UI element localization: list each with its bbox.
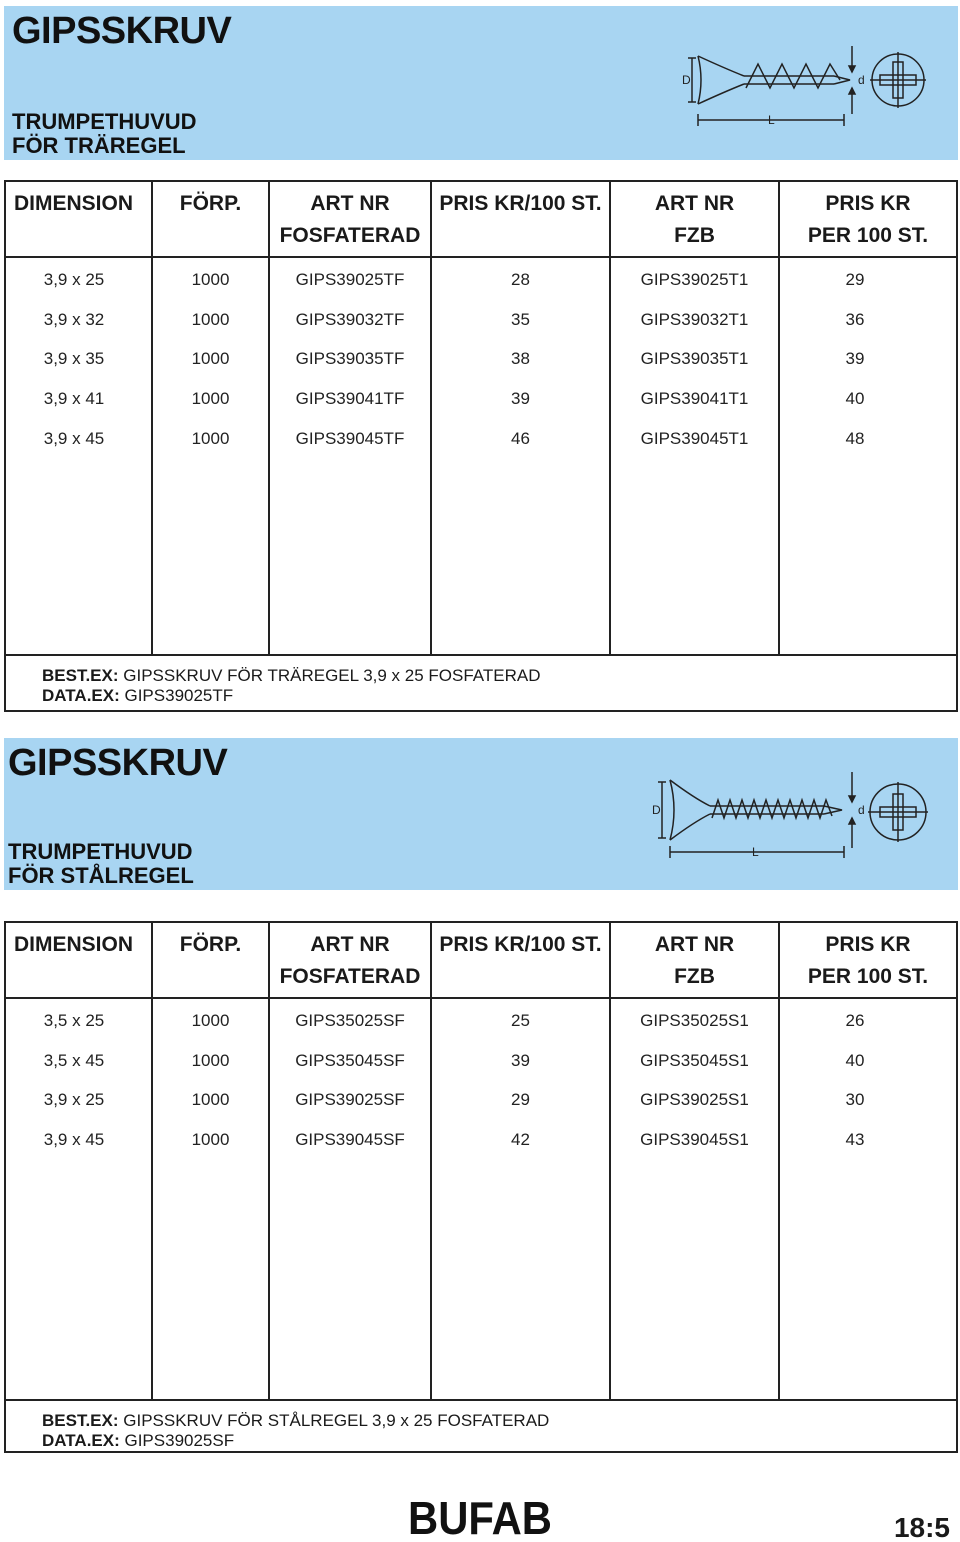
table-row [6, 1041, 956, 1081]
section-1-title: GIPSSKRUV [12, 10, 232, 52]
header-pris-kr-100: PRIS KR/100 ST. [439, 933, 602, 956]
table-row [6, 1001, 956, 1041]
header-dimension: DIMENSION [14, 933, 134, 956]
cell-forp: 1000 [191, 1050, 230, 1070]
cell-art-nr-fzb: GIPS39025T1 [640, 270, 749, 289]
header-forp: FÖRP. [179, 192, 242, 215]
cell-art-nr-fzb: GIPS35025S1 [640, 1011, 749, 1030]
cell-pris-per-100: 26 [845, 1011, 865, 1030]
header-forp: FÖRP. [179, 933, 242, 956]
cell-forp: 1000 [191, 1090, 230, 1110]
cell-dimension: 3,5 x 45 [43, 1050, 105, 1070]
header-dimension: DIMENSION [14, 192, 134, 215]
dim-L-label: L [768, 113, 775, 127]
table-row [6, 379, 956, 419]
cell-art-nr-fosfaterad: GIPS39041TF [295, 389, 405, 409]
dim-d-label: d [858, 73, 865, 87]
cell-pris-per-100: 43 [845, 1130, 865, 1150]
section-2-subtitle [8, 840, 194, 888]
section-1-table [4, 180, 958, 712]
cell-forp: 1000 [191, 309, 230, 329]
dim-D-label: D [652, 803, 661, 817]
cell-dimension: 3,9 x 45 [43, 1130, 105, 1150]
data-ex-line: DATA.EX: GIPS39025TF [42, 686, 234, 705]
header-pris-kr-per-100: PRIS KR PER 100 ST. [807, 933, 929, 988]
section-1-subtitle-line-2: FÖR TRÄREGEL [12, 133, 186, 158]
screw-drawing-wood [674, 32, 944, 132]
cell-pris-per-100: 36 [845, 309, 865, 329]
cell-pris-per-100: 39 [845, 349, 865, 369]
header-art-nr-fzb: ART NR FZB [654, 933, 735, 988]
cell-art-nr-fosfaterad: GIPS35025SF [295, 1011, 405, 1030]
cell-art-nr-fzb: GIPS39045T1 [640, 428, 749, 448]
best-ex-line: BEST.EX: GIPSSKRUV FÖR STÅLREGEL 3,9 x 25 FOSFATERAD [42, 1411, 550, 1430]
cell-pris: 28 [511, 270, 530, 289]
header-art-nr-fosfaterad: ART NR FOSFATERAD [279, 192, 421, 247]
cell-pris-per-100: 48 [845, 428, 865, 448]
dim-d-label: d [858, 803, 865, 817]
cell-dimension: 3,9 x 32 [43, 309, 105, 329]
cell-forp: 1000 [191, 1130, 230, 1150]
cell-art-nr-fosfaterad: GIPS35045SF [295, 1050, 405, 1070]
table-row [6, 260, 956, 300]
cell-art-nr-fosfaterad: GIPS39035TF [295, 349, 405, 369]
cell-forp: 1000 [191, 270, 230, 289]
dim-L-label: L [752, 845, 759, 859]
cell-art-nr-fosfaterad: GIPS39045TF [295, 428, 405, 448]
header-art-nr-fosfaterad: ART NR FOSFATERAD [279, 933, 421, 988]
cell-forp: 1000 [191, 1011, 230, 1030]
cell-dimension: 3,9 x 41 [43, 389, 105, 409]
cell-pris: 46 [511, 428, 530, 448]
cell-pris: 29 [511, 1090, 530, 1110]
cell-pris: 39 [511, 1050, 530, 1070]
cell-forp: 1000 [191, 349, 230, 369]
cell-pris-per-100: 30 [845, 1090, 865, 1110]
section-2-subtitle-line-1: TRUMPETHUVUD [8, 839, 193, 864]
table-row [6, 419, 956, 459]
cell-pris-per-100: 40 [845, 1050, 865, 1070]
cell-pris-per-100: 29 [845, 270, 865, 289]
section-1-subtitle-line-1: TRUMPETHUVUD [12, 109, 197, 134]
cell-art-nr-fzb: GIPS39032T1 [640, 309, 749, 329]
section-2-subtitle-line-2: FÖR STÅLREGEL [8, 863, 194, 888]
section-2-banner [4, 738, 958, 890]
cell-forp: 1000 [191, 428, 230, 448]
header-art-nr-fzb: ART NR FZB [654, 192, 735, 247]
cell-art-nr-fzb: GIPS39041T1 [640, 389, 749, 409]
section-2-table [4, 921, 958, 1453]
table-row [6, 339, 956, 379]
section-1-subtitle [12, 110, 197, 158]
section-2-example [6, 1399, 956, 1453]
section-1-banner [4, 6, 958, 160]
cell-pris: 25 [511, 1011, 530, 1030]
table-row [6, 300, 956, 340]
cell-art-nr-fzb: GIPS39035T1 [640, 349, 749, 369]
cell-art-nr-fosfaterad: GIPS39025SF [295, 1090, 405, 1110]
table-row [6, 1120, 956, 1160]
cell-art-nr-fzb: GIPS39045S1 [640, 1130, 749, 1150]
cell-dimension: 3,5 x 25 [43, 1011, 105, 1030]
cell-art-nr-fosfaterad: GIPS39032TF [295, 309, 405, 329]
bufab-logo-text: BUFAB [408, 1494, 552, 1540]
cell-pris: 39 [511, 389, 530, 409]
cell-dimension: 3,9 x 45 [43, 428, 105, 448]
best-ex-line: BEST.EX: GIPSSKRUV FÖR TRÄREGEL 3,9 x 25 FOSFATERAD [42, 666, 541, 685]
cell-art-nr-fosfaterad: GIPS39025TF [295, 270, 405, 289]
table-row [6, 1080, 956, 1120]
bufab-logo [408, 1494, 552, 1540]
data-ex-line: DATA.EX: GIPS39025SF [42, 1431, 235, 1450]
cell-dimension: 3,9 x 35 [43, 349, 105, 369]
cell-art-nr-fzb: GIPS35045S1 [640, 1050, 749, 1070]
header-pris-kr-100: PRIS KR/100 ST. [439, 192, 602, 215]
section-1-example [6, 654, 956, 712]
header-pris-kr-per-100: PRIS KR PER 100 ST. [807, 192, 929, 247]
section-2-title: GIPSSKRUV [8, 742, 228, 784]
cell-pris-per-100: 40 [845, 389, 865, 409]
page-number: 18:5 [893, 1512, 950, 1542]
cell-forp: 1000 [191, 389, 230, 409]
cell-pris: 42 [511, 1130, 530, 1150]
screw-drawing-steel [644, 768, 944, 864]
cell-art-nr-fzb: GIPS39025S1 [640, 1090, 749, 1110]
cell-dimension: 3,9 x 25 [43, 270, 105, 289]
cell-dimension: 3,9 x 25 [43, 1090, 105, 1110]
cell-pris: 35 [511, 309, 530, 329]
dim-D-label: D [682, 73, 691, 87]
cell-pris: 38 [511, 349, 530, 369]
cell-art-nr-fosfaterad: GIPS39045SF [295, 1130, 405, 1150]
